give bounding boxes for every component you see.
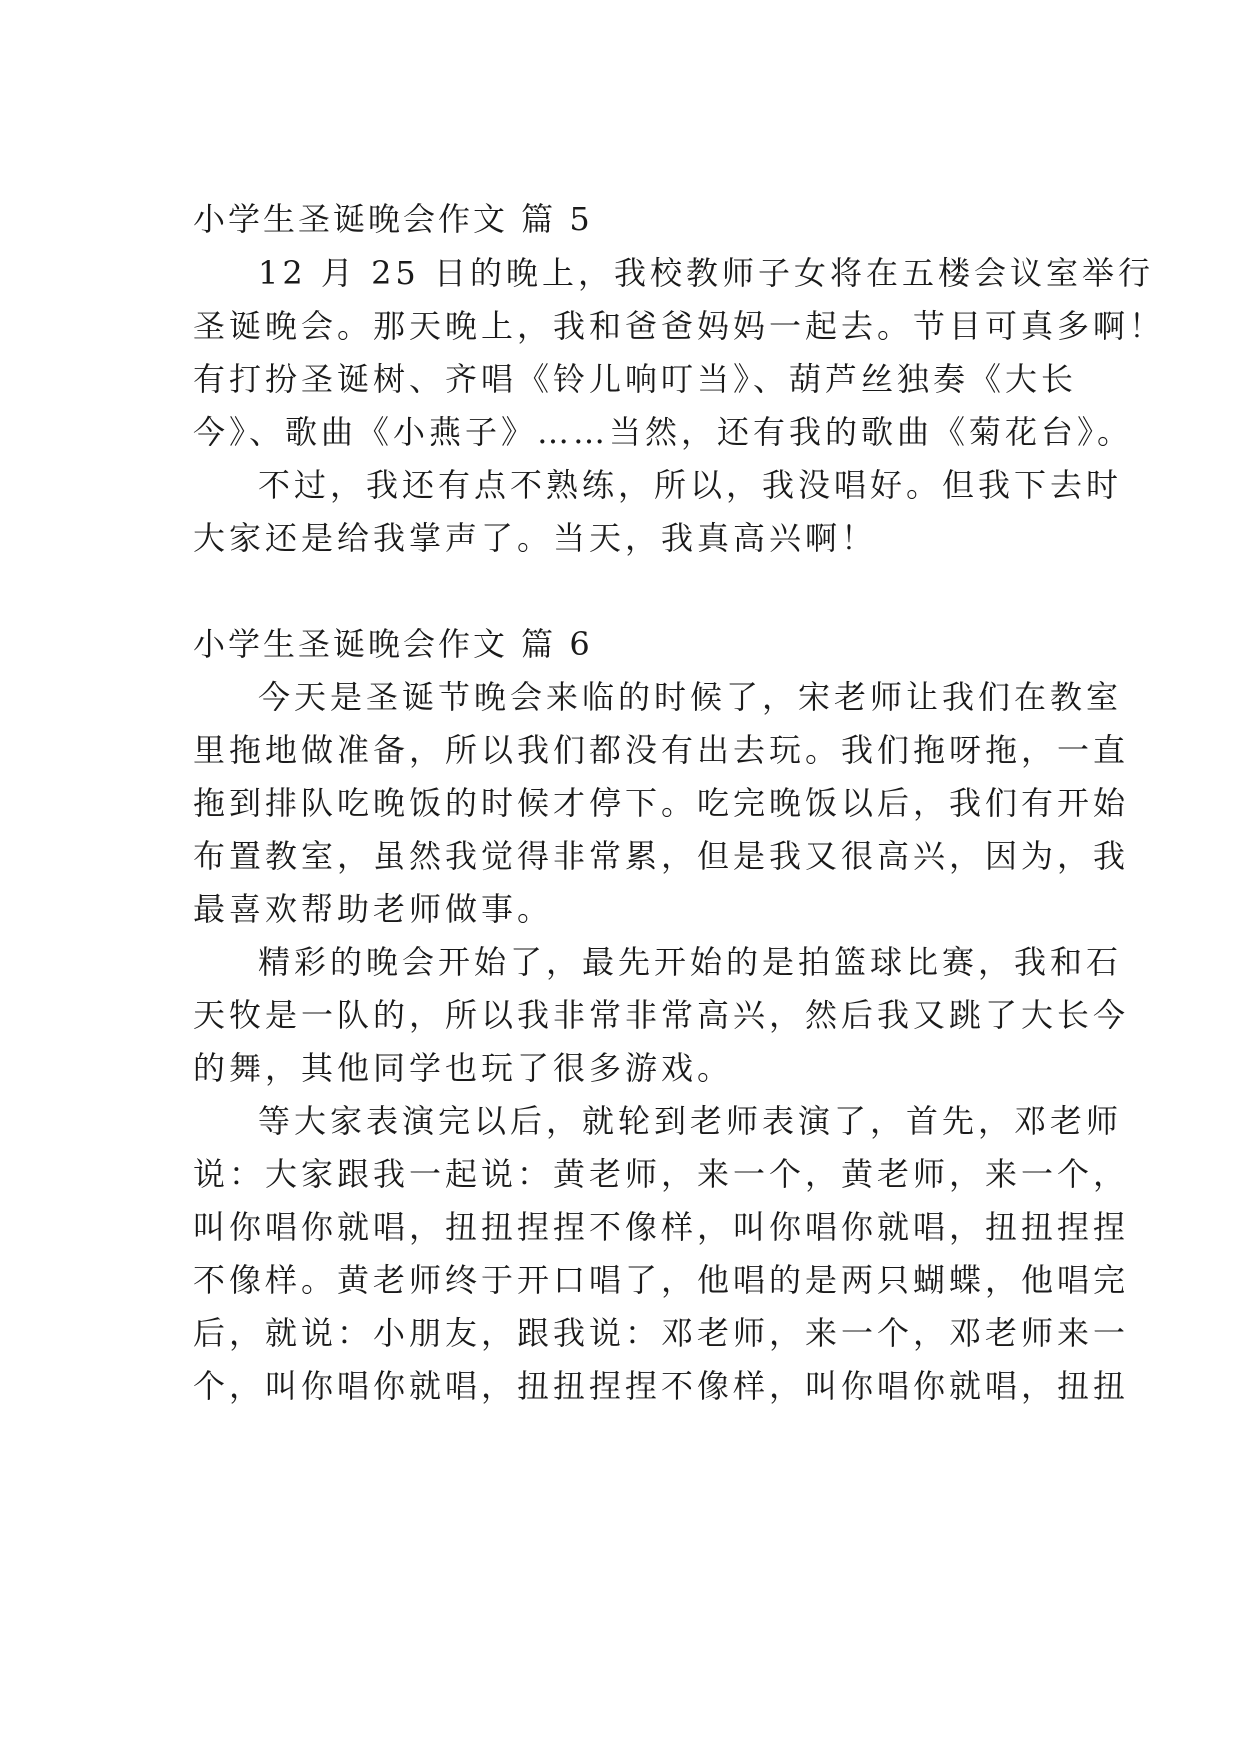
section-5-p1-line-2: 圣诞晚会。那天晚上，我和爸爸妈妈一起去。节目可真多啊！: [193, 307, 1166, 345]
section-6-p1-line-4: 布置教室，虽然我觉得非常累，但是我又很高兴，因为，我: [193, 837, 1130, 875]
section-6-p2-line-2: 天牧是一队的，所以我非常非常高兴，然后我又跳了大长今: [193, 996, 1130, 1034]
section-6-heading: 小学生圣诞晚会作文 篇 6: [193, 625, 593, 663]
section-6-p1-line-3: 拖到排队吃晚饭的时候才停下。吃完晚饭以后，我们有开始: [193, 784, 1130, 822]
section-5-heading: 小学生圣诞晚会作文 篇 5: [193, 200, 593, 238]
section-6-p3-line-5: 后，就说：小朋友，跟我说：邓老师，来一个，邓老师来一: [193, 1314, 1130, 1352]
section-6-p3-line-6: 个，叫你唱你就唱，扭扭捏捏不像样，叫你唱你就唱，扭扭: [193, 1367, 1130, 1405]
section-6-p1-line-1: 今天是圣诞节晚会来临的时候了，宋老师让我们在教室: [258, 678, 1123, 716]
section-5-p1-line-4: 今》、歌曲《小燕子》……当然，还有我的歌曲《菊花台》。: [193, 413, 1134, 451]
section-6-p1-line-5: 最喜欢帮助老师做事。: [193, 890, 554, 928]
section-5-p1-line-1: 12 月 25 日的晚上，我校教师子女将在五楼会议室举行: [258, 254, 1154, 292]
section-5-p2-line-1: 不过，我还有点不熟练，所以，我没唱好。但我下去时: [258, 466, 1123, 504]
section-6-p2-line-1: 精彩的晚会开始了，最先开始的是拍篮球比赛，我和石: [258, 943, 1123, 981]
section-6-p2-line-3: 的舞，其他同学也玩了很多游戏。: [193, 1049, 734, 1087]
section-5-p2-line-2: 大家还是给我掌声了。当天，我真高兴啊！: [193, 519, 878, 557]
section-6-p3-line-3: 叫你唱你就唱，扭扭捏捏不像样，叫你唱你就唱，扭扭捏捏: [193, 1208, 1130, 1246]
section-6-p3-line-2: 说：大家跟我一起说：黄老师，来一个，黄老师，来一个，: [193, 1155, 1130, 1193]
section-5-p1-line-3: 有打扮圣诞树、齐唱《铃儿响叮当》、葫芦丝独奏《大长: [193, 360, 1078, 398]
section-6-p3-line-4: 不像样。黄老师终于开口唱了，他唱的是两只蝴蝶，他唱完: [193, 1261, 1130, 1299]
section-6-p3-line-1: 等大家表演完以后，就轮到老师表演了，首先，邓老师: [258, 1102, 1123, 1140]
section-6-p1-line-2: 里拖地做准备，所以我们都没有出去玩。我们拖呀拖，一直: [193, 731, 1130, 769]
